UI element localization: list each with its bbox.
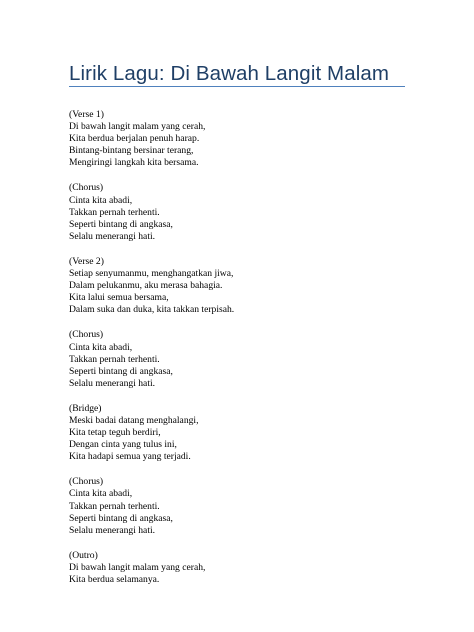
lyric-line: Bintang-bintang bersinar terang, — [69, 145, 194, 157]
lyric-line: Takkan pernah terhenti. — [69, 500, 160, 512]
lyric-line: Cinta kita abadi, — [69, 194, 133, 206]
lyric-line: Seperti bintang di angkasa, — [69, 218, 173, 230]
title-underline — [69, 86, 405, 87]
lyric-line: Selalu menerangi hati. — [69, 377, 156, 389]
lyric-line: Dalam pelukanmu, aku merasa bahagia. — [69, 280, 223, 292]
lyric-line: Cinta kita abadi, — [69, 488, 133, 500]
lyric-line: Seperti bintang di angkasa, — [69, 365, 173, 377]
lyric-line: Seperti bintang di angkasa, — [69, 512, 173, 524]
lyric-line: Kita lalui semua bersama, — [69, 292, 169, 304]
lyric-line: Kita berdua berjalan penuh harap. — [69, 133, 200, 145]
lyric-line: Kita hadapi semua yang terjadi. — [69, 451, 191, 463]
lyric-line: Di bawah langit malam yang cerah, — [69, 121, 206, 133]
section-label: (Outro) — [69, 549, 98, 561]
section-label: (Chorus) — [69, 182, 104, 194]
page-title: Lirik Lagu: Di Bawah Langit Malam — [69, 62, 390, 85]
lyrics-section-verse-1 — [69, 109, 429, 169]
section-label: (Chorus) — [69, 476, 104, 488]
lyric-line: Cinta kita abadi, — [69, 341, 133, 353]
section-label: (Verse 1) — [69, 109, 104, 120]
section-label: (Bridge) — [69, 402, 102, 414]
lyric-line: Mengiringi langkah kita bersama. — [69, 157, 199, 169]
lyrics-section-chorus-2 — [69, 329, 429, 389]
lyric-line: Dengan cinta yang tulus ini, — [69, 439, 177, 451]
lyric-line: Setiap senyumanmu, menghangatkan jiwa, — [69, 268, 234, 280]
lyric-line: Dalam suka dan duka, kita takkan terpisah. — [69, 304, 235, 316]
lyrics-section-chorus-3 — [69, 476, 429, 536]
section-label: (Verse 2) — [69, 255, 104, 267]
lyrics-section-bridge — [69, 403, 429, 463]
section-label: (Chorus) — [69, 329, 104, 341]
lyric-line: Kita berdua selamanya. — [69, 574, 160, 585]
lyric-line: Takkan pernah terhenti. — [69, 353, 160, 365]
lyrics-section-verse-2 — [69, 256, 429, 316]
lyric-line: Di bawah langit malam yang cerah, — [69, 561, 206, 573]
lyric-line: Selalu menerangi hati. — [69, 524, 156, 536]
lyrics-section-outro — [69, 550, 429, 586]
lyric-line: Kita tetap teguh berdiri, — [69, 427, 161, 439]
lyrics-body — [69, 109, 429, 599]
lyric-line: Takkan pernah terhenti. — [69, 206, 160, 218]
lyric-line: Meski badai datang menghalangi, — [69, 414, 199, 426]
lyric-line: Selalu menerangi hati. — [69, 230, 156, 242]
lyrics-section-chorus-1 — [69, 182, 429, 242]
